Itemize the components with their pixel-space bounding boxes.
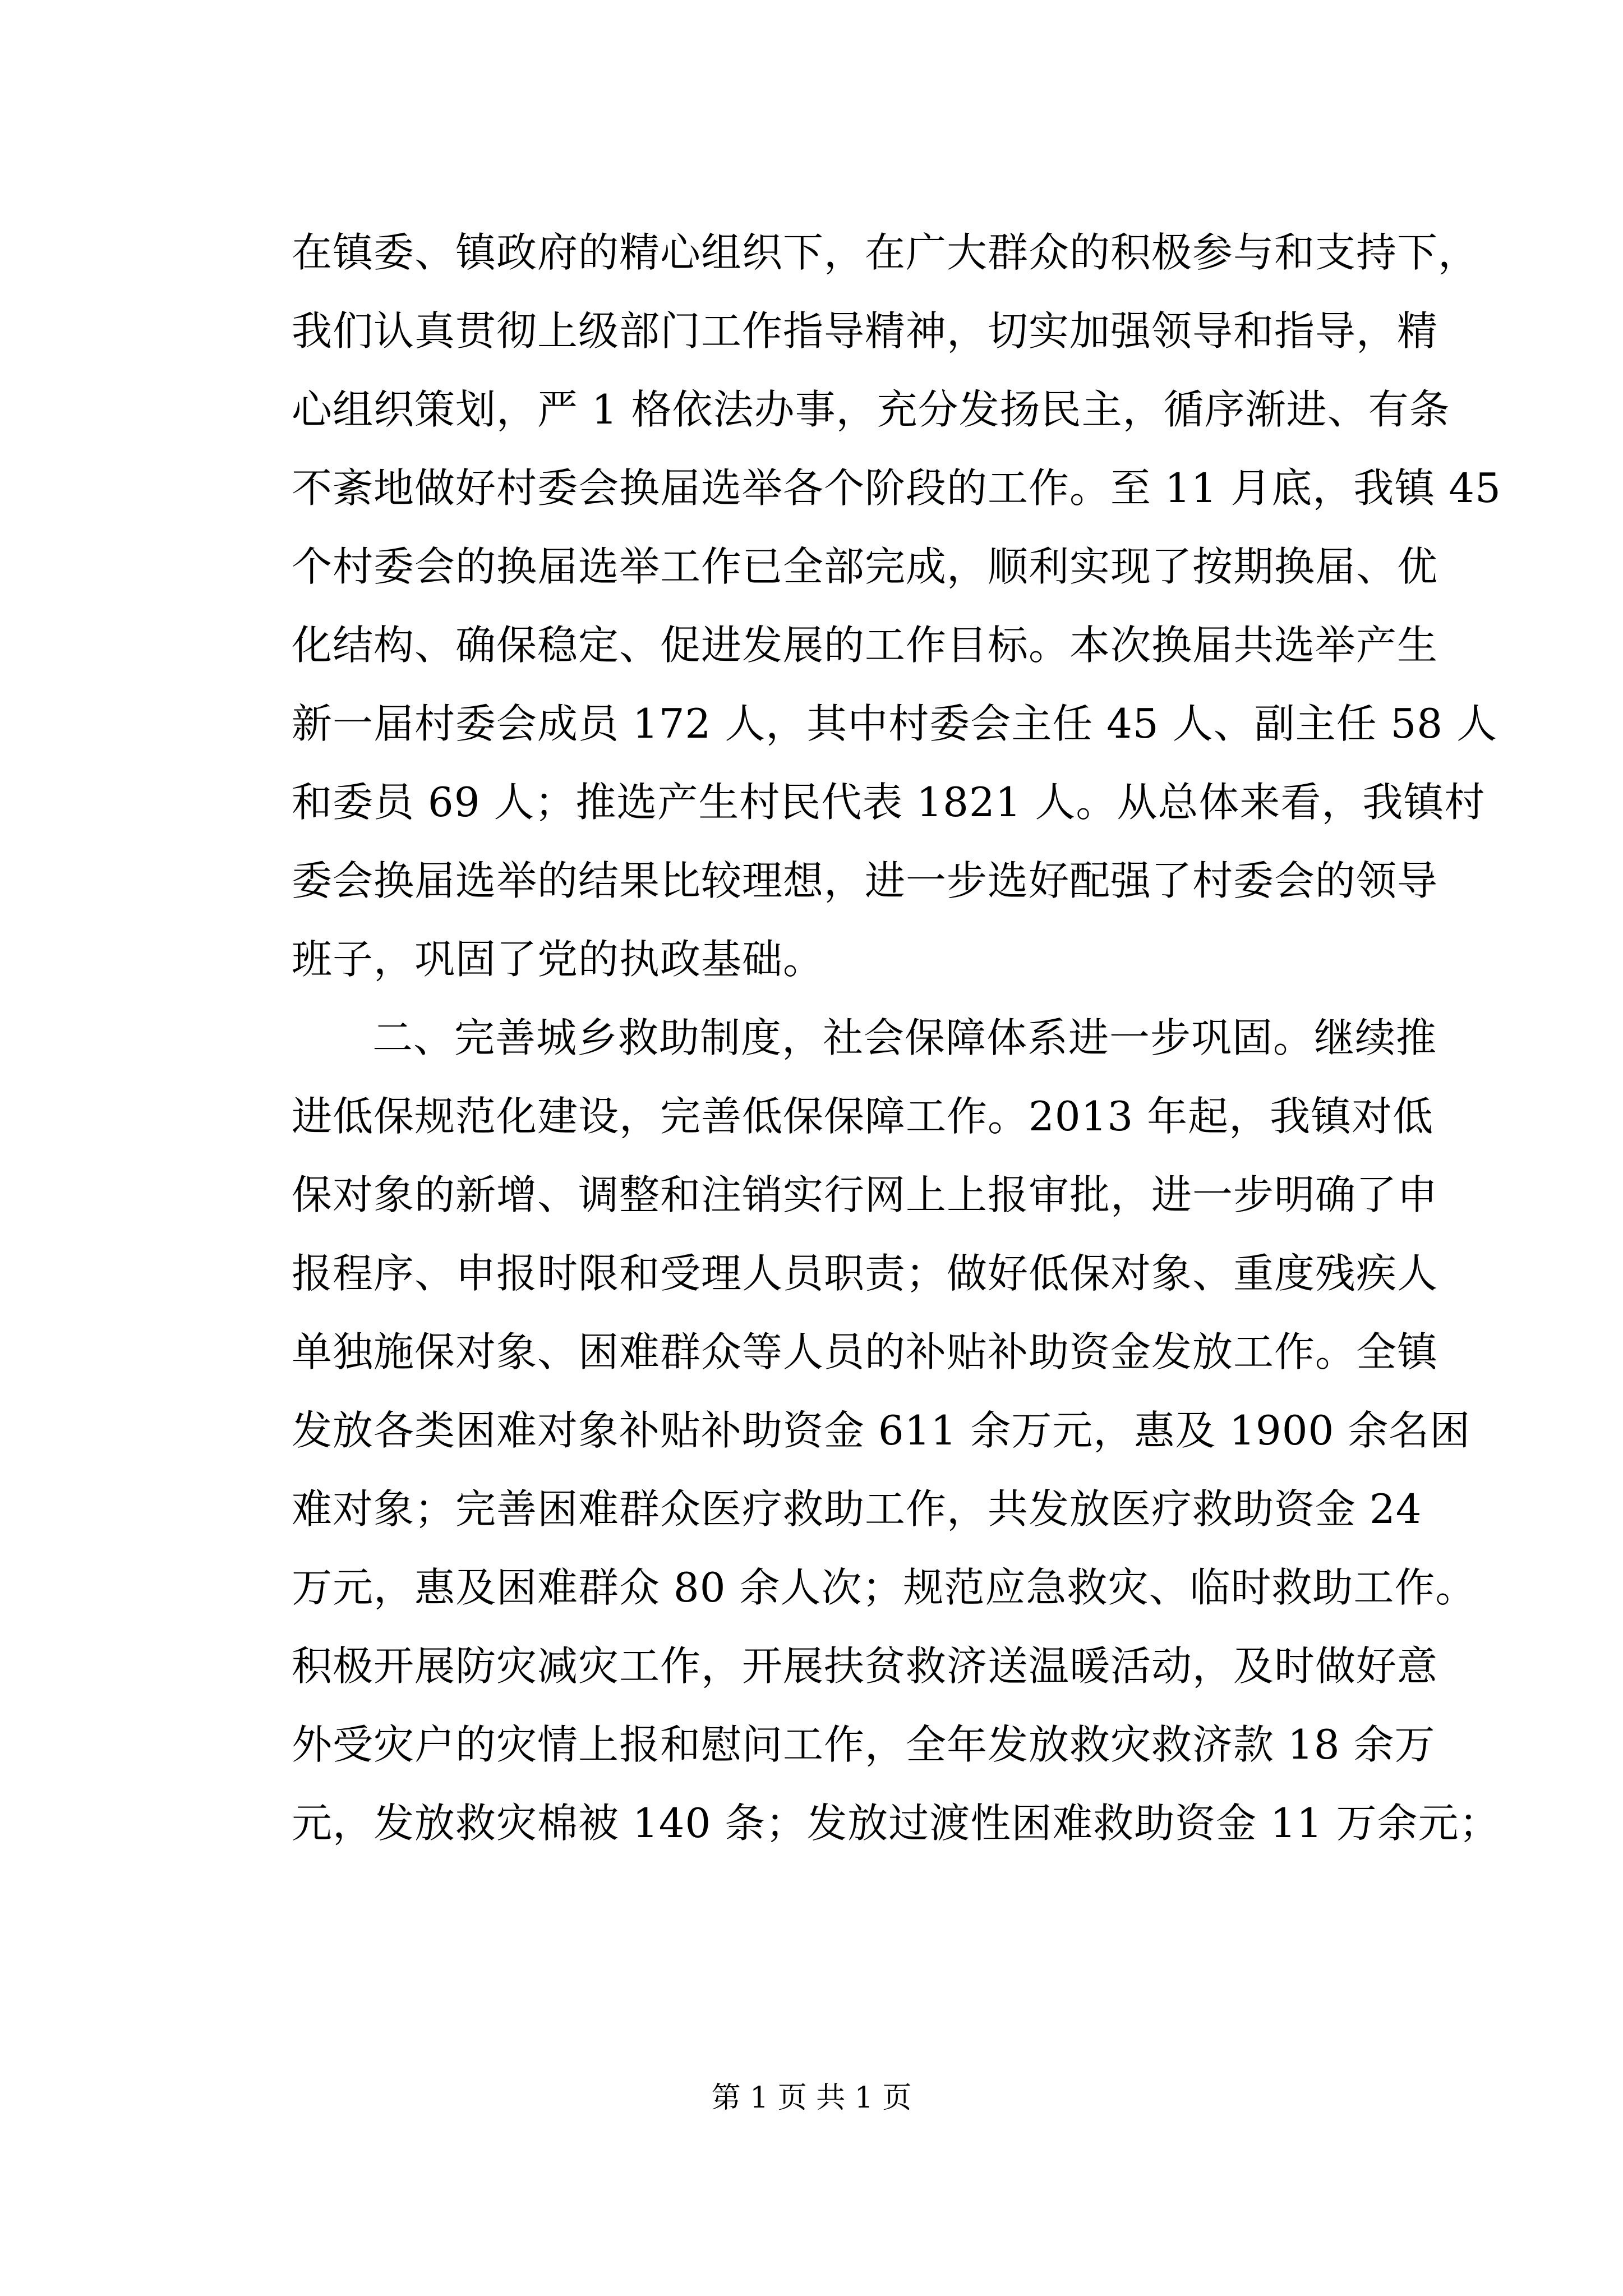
- document-body: [292, 213, 1501, 1862]
- text-line: 进低保规范化建设，完善低保保障工作。2013 年起，我镇对低: [292, 1093, 1434, 1140]
- page-number: 第 1 页 共 1 页: [711, 2081, 912, 2115]
- text-line: 我们认真贯彻上级部门工作指导精神，切实加强领导和指导，精: [292, 307, 1438, 355]
- text-line: 报程序、申报时限和受理人员职责；做好低保对象、重度残疾人: [292, 1250, 1438, 1297]
- text-line: 难对象；完善困难群众医疗救助工作，共发放医疗救助资金 24: [292, 1485, 1422, 1533]
- text-line: 发放各类困难对象补贴补助资金 611 余万元，惠及 1900 余名困: [292, 1407, 1471, 1454]
- text-line: 保对象的新增、调整和注销实行网上上报审批，进一步明确了申: [292, 1171, 1438, 1218]
- text-line: 外受灾户的灾情上报和慰问工作，全年发放救灾救济款 18 余万: [292, 1721, 1436, 1768]
- paragraph-start-line: 二、完善城乡救助制度，社会保障体系进一步巩固。继续推: [372, 1014, 1437, 1061]
- text-line: 积极开展防灾减灾工作，开展扶贫救济送温暖活动，及时做好意: [292, 1642, 1438, 1690]
- text-line: 个村委会的换届选举工作已全部完成，顺利实现了按期换届、优: [292, 543, 1438, 590]
- text-line: 单独施保对象、困难群众等人员的补贴补助资金发放工作。全镇: [292, 1328, 1438, 1375]
- text-line: 万元，惠及困难群众 80 余人次；规范应急救灾、临时救助工作。: [292, 1564, 1477, 1611]
- text-line: 不紊地做好村委会换届选举各个阶段的工作。至 11 月底，我镇 45: [292, 464, 1501, 512]
- text-line: 元，发放救灾棉被 140 条；发放过渡性困难救助资金 11 万余元；: [292, 1800, 1500, 1847]
- text-line: 新一届村委会成员 172 人，其中村委会主任 45 人、副主任 58 人: [292, 700, 1497, 747]
- text-line: 委会换届选举的结果比较理想，进一步选好配强了村委会的领导: [292, 857, 1438, 904]
- text-line: 和委员 69 人；推选产生村民代表 1821 人。从总体来看，我镇村: [292, 779, 1486, 826]
- text-line: 在镇委、镇政府的精心组织下，在广大群众的积极参与和支持下，: [292, 229, 1479, 276]
- text-line: 化结构、确保稳定、促进发展的工作目标。本次换届共选举产生: [292, 622, 1438, 669]
- page-footer: [0, 2076, 1623, 2120]
- text-line: 班子，巩固了党的执政基础。: [292, 936, 824, 983]
- text-line: 心组织策划，严 1 格依法办事，充分发扬民主，循序渐进、有条: [292, 386, 1450, 433]
